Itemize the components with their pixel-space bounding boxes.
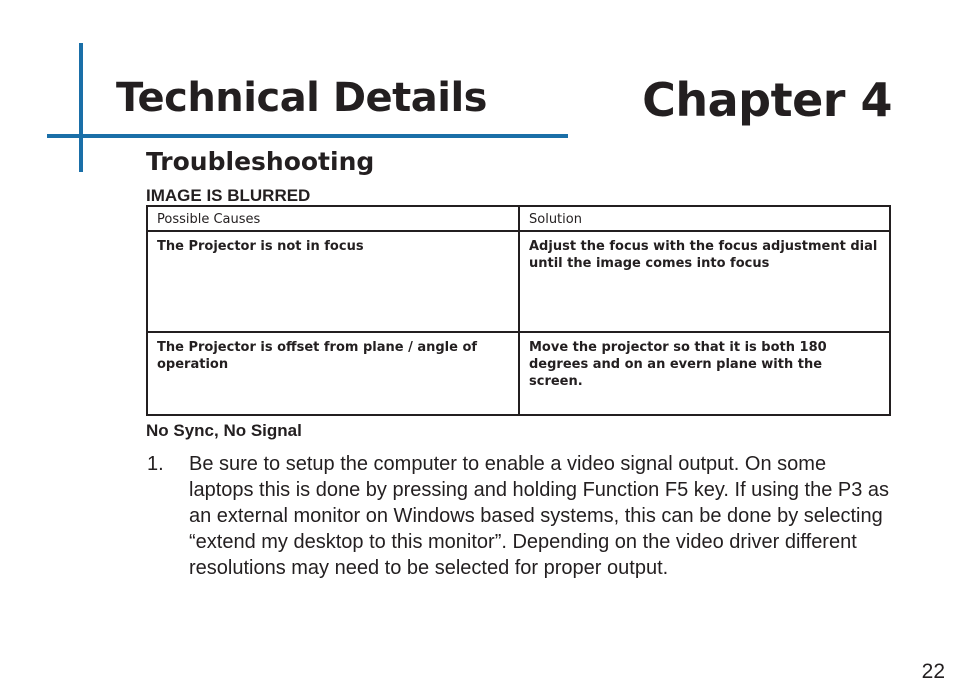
- solution-cell: Move the projector so that it is both 180 degrees and on an evern plane with the screen.: [519, 332, 890, 415]
- page-number: 22: [921, 660, 945, 683]
- column-header-causes: Possible Causes: [147, 206, 519, 231]
- list-item-text: Be sure to setup the computer to enable a video signal output. On some laptops this is done by pressing and holding Function F5 key. If using the P3 as an external monitor on Windows based systems, this can be done by selecting “extend my desktop to this monitor”. Depending on the video driver different resolutions may need to be selected for proper output.: [189, 453, 890, 579]
- issue-heading-no-signal: No Sync, No Signal: [146, 421, 302, 440]
- table-row: [147, 231, 890, 332]
- header-vertical-rule: [79, 43, 83, 172]
- solution-cell: Adjust the focus with the focus adjustment dial until the image comes into focus: [519, 231, 890, 332]
- header-horizontal-rule: [47, 134, 568, 138]
- table-row: [147, 332, 890, 415]
- cause-cell: The Projector is offset from plane / angle of operation: [147, 332, 519, 415]
- cause-cell: The Projector is not in focus: [147, 231, 519, 332]
- list-item: [147, 451, 892, 581]
- subsection-title: Troubleshooting: [146, 147, 375, 176]
- column-header-solution: Solution: [519, 206, 890, 231]
- issue-heading-blurred: IMAGE IS BLURRED: [146, 186, 311, 205]
- troubleshooting-table: [146, 205, 891, 416]
- chapter-title: Chapter 4: [642, 73, 892, 127]
- table-header-row: [147, 206, 890, 231]
- list-item-number: 1.: [147, 453, 164, 475]
- section-title: Technical Details: [116, 75, 487, 121]
